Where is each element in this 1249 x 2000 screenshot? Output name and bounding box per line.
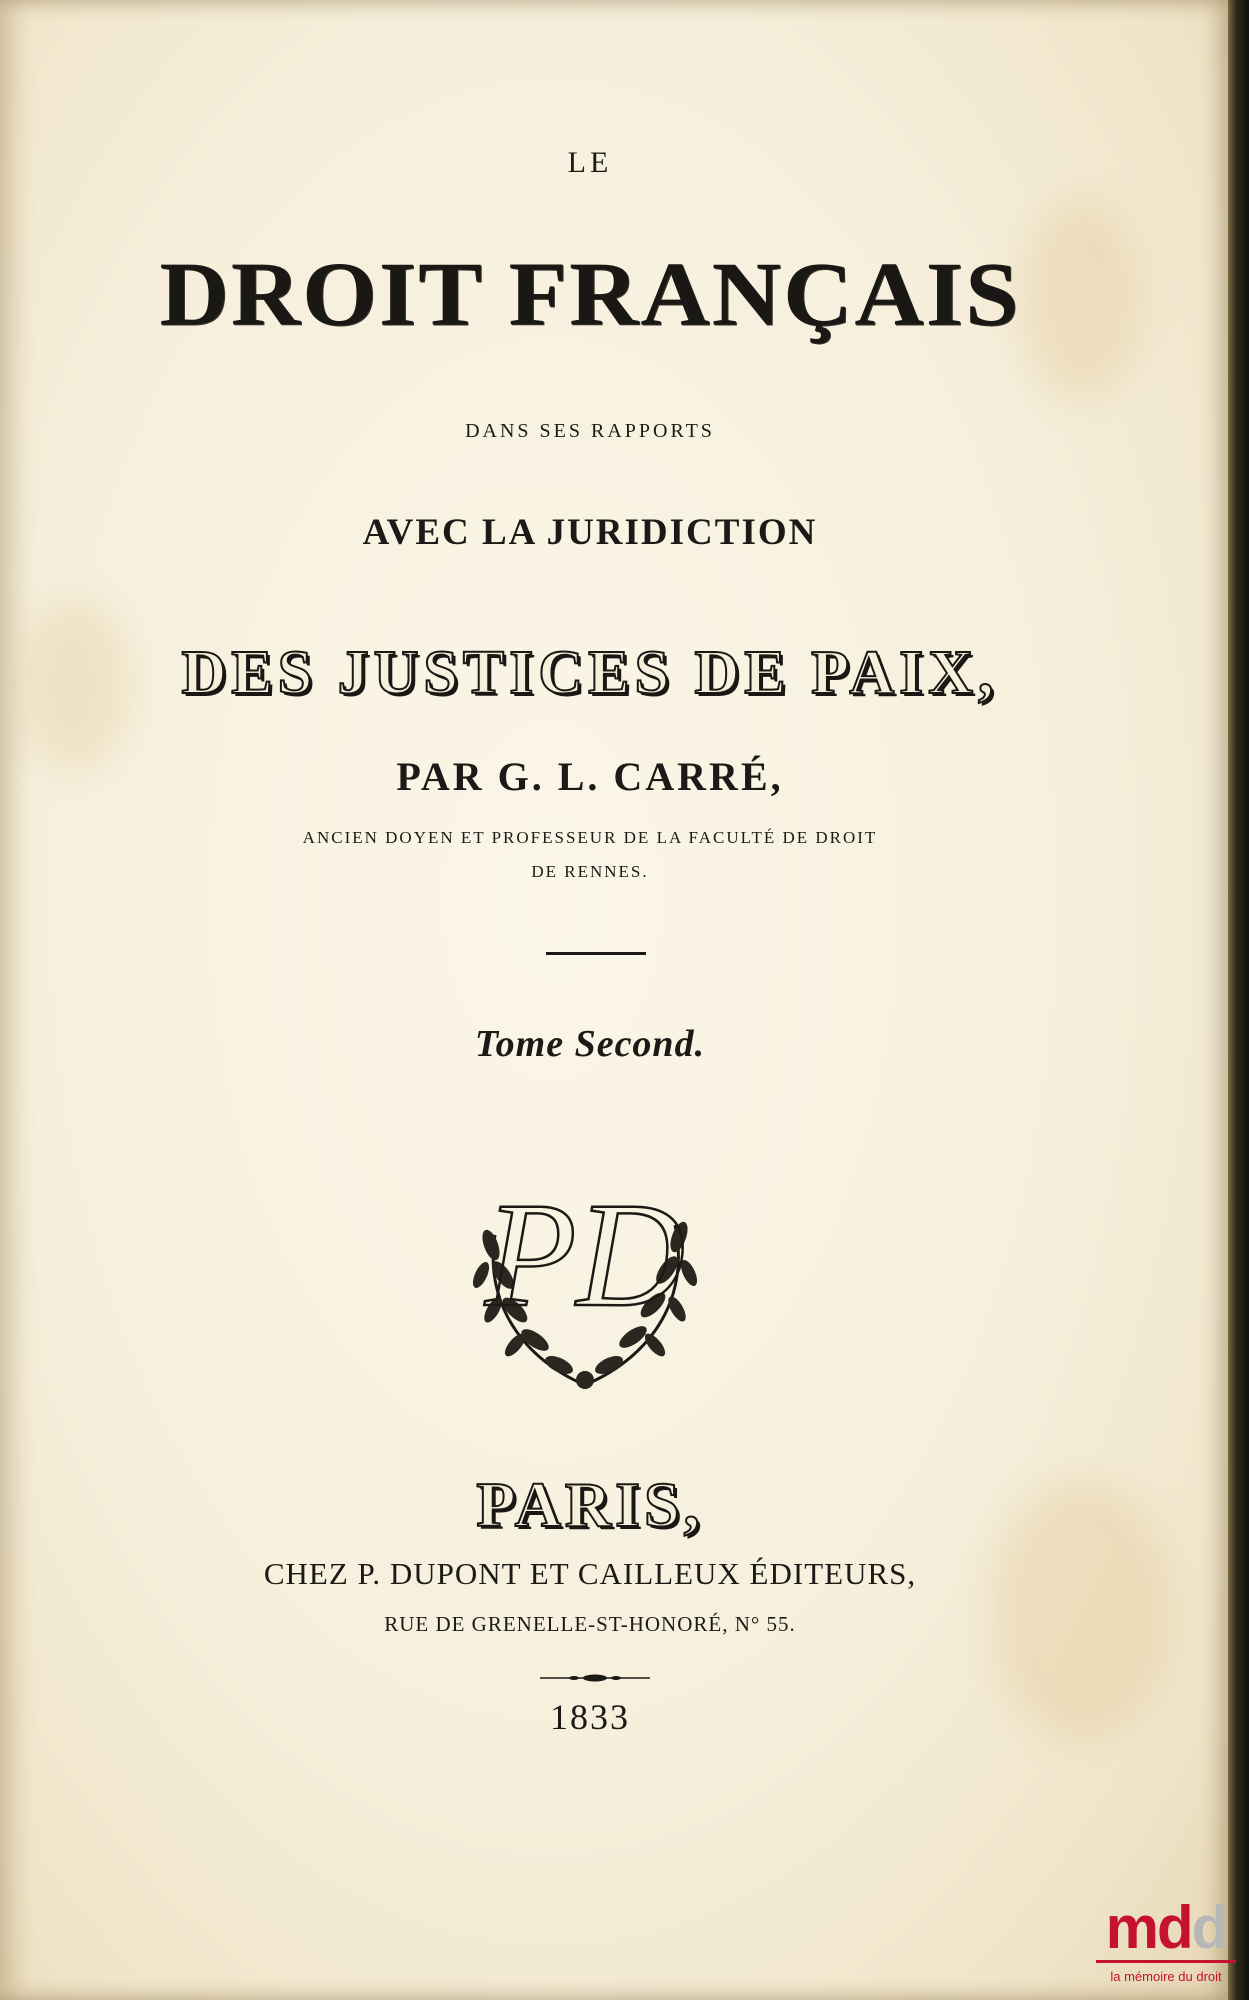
divider-rule	[546, 952, 646, 955]
mdd-watermark-logo	[1086, 1896, 1246, 2000]
monogram-text: PD	[485, 1172, 685, 1338]
title-article: LE	[567, 146, 613, 179]
main-title: DROIT FRANÇAIS	[159, 242, 1021, 345]
author-description-1: ANCIEN DOYEN ET PROFESSEUR DE LA FACULTÉ DE DROIT	[302, 828, 878, 847]
ornamental-divider	[540, 1673, 650, 1683]
monogram-wreath-emblem	[455, 1125, 715, 1405]
logo-letter-m: m	[1105, 1894, 1158, 1961]
author-line: PAR G. L. CARRÉ,	[396, 754, 784, 799]
subtitle-line-2: AVEC LA JURIDICTION	[362, 512, 818, 553]
book-binding-edge	[1228, 0, 1249, 2000]
publication-year: 1833	[550, 1697, 630, 1737]
subtitle-line-3: DES JUSTICES DE PAIX,	[181, 639, 999, 707]
mdd-logo-mark	[1086, 1896, 1246, 1960]
author-description-2: DE RENNES.	[531, 862, 649, 881]
logo-letter-d-grey: d	[1191, 1894, 1227, 1961]
publication-city: PARIS,	[476, 1469, 704, 1540]
logo-tagline: la mémoire du droit	[1110, 1969, 1222, 1984]
logo-letter-d: d	[1157, 1894, 1192, 1961]
publisher-address: RUE DE GRENELLE-ST-HONORÉ, N° 55.	[384, 1612, 796, 1636]
subtitle-line-1: DANS SES RAPPORTS	[465, 420, 715, 442]
volume-label: Tome Second.	[474, 1023, 706, 1065]
publisher-line: CHEZ P. DUPONT ET CAILLEUX ÉDITEURS,	[263, 1556, 917, 1591]
